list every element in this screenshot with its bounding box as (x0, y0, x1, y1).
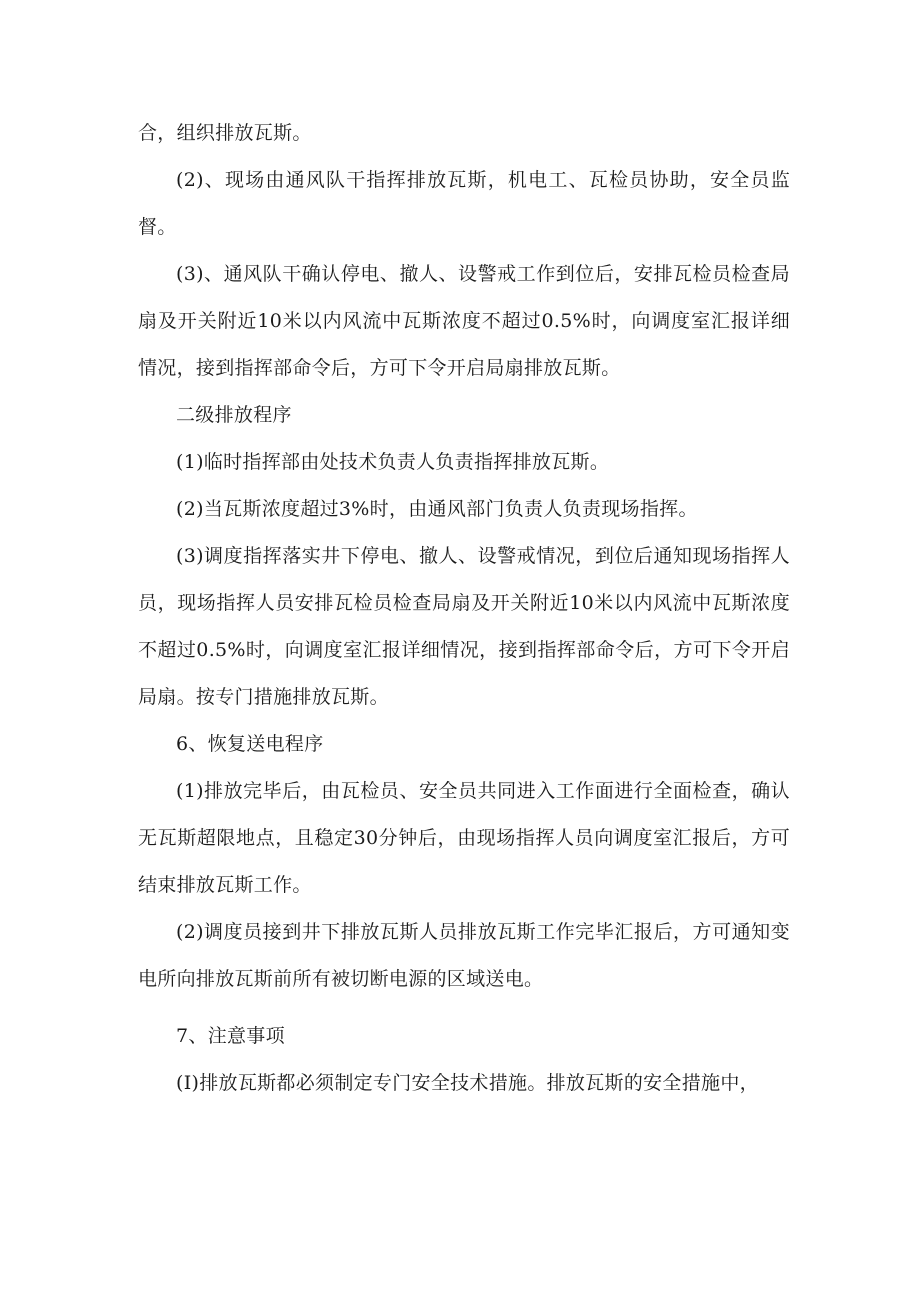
paragraph-restore-step-2: (2)调度员接到井下排放瓦斯人员排放瓦斯工作完毕汇报后，方可通知变电所向排放瓦斯前所有被切断电源的区域送电。 (138, 921, 790, 990)
section-heading-level-2: 二级排放程序 (176, 404, 292, 426)
paragraph-precaution-1: (I)排放瓦斯都必须制定专门安全技术措施。排放瓦斯的安全措施中， (176, 1072, 759, 1094)
paragraph-level2-step-1: (1)临时指挥部由处技术负责人负责指挥排放瓦斯。 (176, 451, 610, 473)
document-body (138, 110, 790, 1107)
section-heading-precautions: 7、注意事项 (176, 1025, 285, 1047)
paragraph-restore-step-1: (1)排放完毕后，由瓦检员、安全员共同进入工作面进行全面检查，确认无瓦斯超限地点，且稳定30分钟后，由现场指挥人员向调度室汇报后，方可结束排放瓦斯工作。 (138, 780, 790, 896)
section-heading-restore-power: 6、恢复送电程序 (176, 733, 324, 755)
paragraph-step-2: (2)、现场由通风队干指挥排放瓦斯，机电工、瓦检员协助，安全员监督。 (138, 169, 790, 238)
paragraph-continuation: 合，组织排放瓦斯。 (138, 122, 312, 144)
paragraph-level2-step-3: (3)调度指挥落实井下停电、撤人、设警戒情况，到位后通知现场指挥人员，现场指挥人员安排瓦检员检查局扇及开关附近10米以内风流中瓦斯浓度不超过0.5%时，向调度室汇报详细情况，接到指挥部命令后，方可下令开启局扇。按专门措施排放瓦斯。 (138, 545, 790, 708)
paragraph-level2-step-2: (2)当瓦斯浓度超过3%时，由通风部门负责人负责现场指挥。 (176, 498, 698, 520)
paragraph-step-3: (3)、通风队干确认停电、撤人、设警戒工作到位后，安排瓦检员检查局扇及开关附近10米以内风流中瓦斯浓度不超过0.5%时，向调度室汇报详细情况，接到指挥部命令后，方可下令开启局扇排放瓦斯。 (138, 263, 790, 379)
